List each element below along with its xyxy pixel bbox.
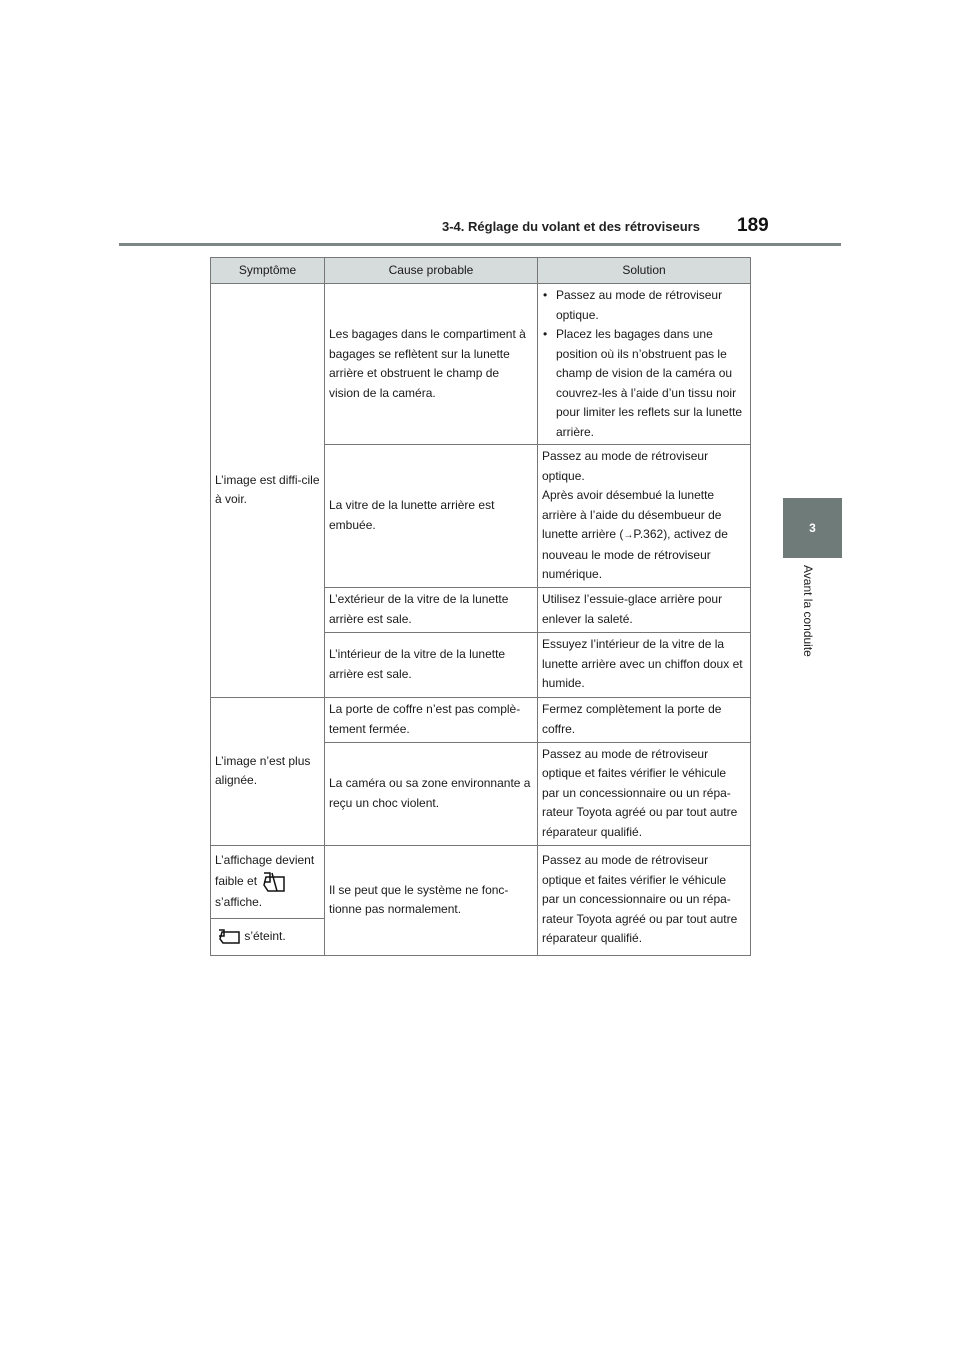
solution-cell: Passez au mode de rétroviseur optique et faites vérifier le véhicule par un concessionnaire ou un répa-rateur Toyota agréé ou par tout autre réparateur qualifié.	[538, 845, 751, 955]
list-item: • Passez au mode de rétroviseur optique.	[542, 286, 746, 325]
cause-cell: La porte de coffre n’est pas complè-tement fermée.	[325, 697, 538, 742]
solution-cell: Passez au mode de rétroviseur optique et faites vérifier le véhicule par un concessionnaire ou un répa-rateur Toyota agréé ou par tout autre réparateur qualifié.	[538, 742, 751, 845]
cause-cell: L’intérieur de la vitre de la lunette arrière est sale.	[325, 632, 538, 697]
symptom-cell: s’éteint.	[211, 918, 325, 955]
cause-cell: La caméra ou sa zone environnante a reçu un choc violent.	[325, 742, 538, 845]
chapter-number: 3	[809, 521, 816, 535]
header-divider	[119, 243, 841, 246]
solution-cell	[538, 284, 751, 445]
symptom-cell	[211, 845, 325, 918]
solution-cell: Utilisez l’essuie-glace arrière pour enlever la saleté.	[538, 587, 751, 632]
chapter-label: Avant la conduite	[801, 565, 815, 657]
cause-cell: La vitre de la lunette arrière est embuée.	[325, 445, 538, 588]
column-header-symptom: Symptôme	[211, 258, 325, 284]
table-row	[211, 697, 751, 742]
symptom-cell: L’image est diffi-cile à voir.	[211, 284, 325, 698]
symptom-line: L’affichage devient	[215, 853, 315, 867]
troubleshooting-table	[210, 257, 751, 956]
symptom-line: faible et	[215, 871, 320, 893]
table-header-row	[211, 258, 751, 284]
table-row	[211, 845, 751, 918]
cause-cell: L’extérieur de la vitre de la lunette arrière est sale.	[325, 587, 538, 632]
chapter-tab	[783, 498, 842, 558]
column-header-solution: Solution	[538, 258, 751, 284]
solution-cell	[538, 445, 751, 588]
solution-line: Après avoir désembué la lunette arrière à l’aide du désembueur de lunette arrière (→P.362), activez de nouveau le mode de rétroviseur numérique.	[542, 488, 728, 581]
page-number: 189	[737, 215, 769, 236]
list-item: • Placez les bagages dans une position où ils n’obstruent pas le champ de vision de la caméra ou couvrez-les à l’aide d’un tissu noir pour limiter les reflets sur la lunette arrière.	[542, 325, 746, 442]
solution-cell: Fermez complètement la porte de coffre.	[538, 697, 751, 742]
cause-cell: Les bagages dans le compartiment à bagages se reflètent sur la lunette arrière et obstruent le champ de vision de la caméra.	[325, 284, 538, 445]
section-title: 3-4. Réglage du volant et des rétroviseurs	[442, 219, 700, 234]
symptom-cell: L’image n’est plus alignée.	[211, 697, 325, 845]
solution-cell: Essuyez l’intérieur de la vitre de la lunette arrière avec un chiffon doux et humide.	[538, 632, 751, 697]
column-header-cause: Cause probable	[325, 258, 538, 284]
symptom-line: s’affiche.	[215, 894, 263, 909]
cause-cell: Il se peut que le système ne fonc-tionne pas normalement.	[325, 845, 538, 955]
mirror-icon	[215, 929, 241, 945]
table-row	[211, 284, 751, 445]
arrow-right-icon: →	[623, 530, 634, 541]
solution-line: Passez au mode de rétroviseur optique.	[542, 449, 709, 483]
mirror-warning-icon	[260, 871, 286, 893]
solution-list	[542, 286, 746, 442]
